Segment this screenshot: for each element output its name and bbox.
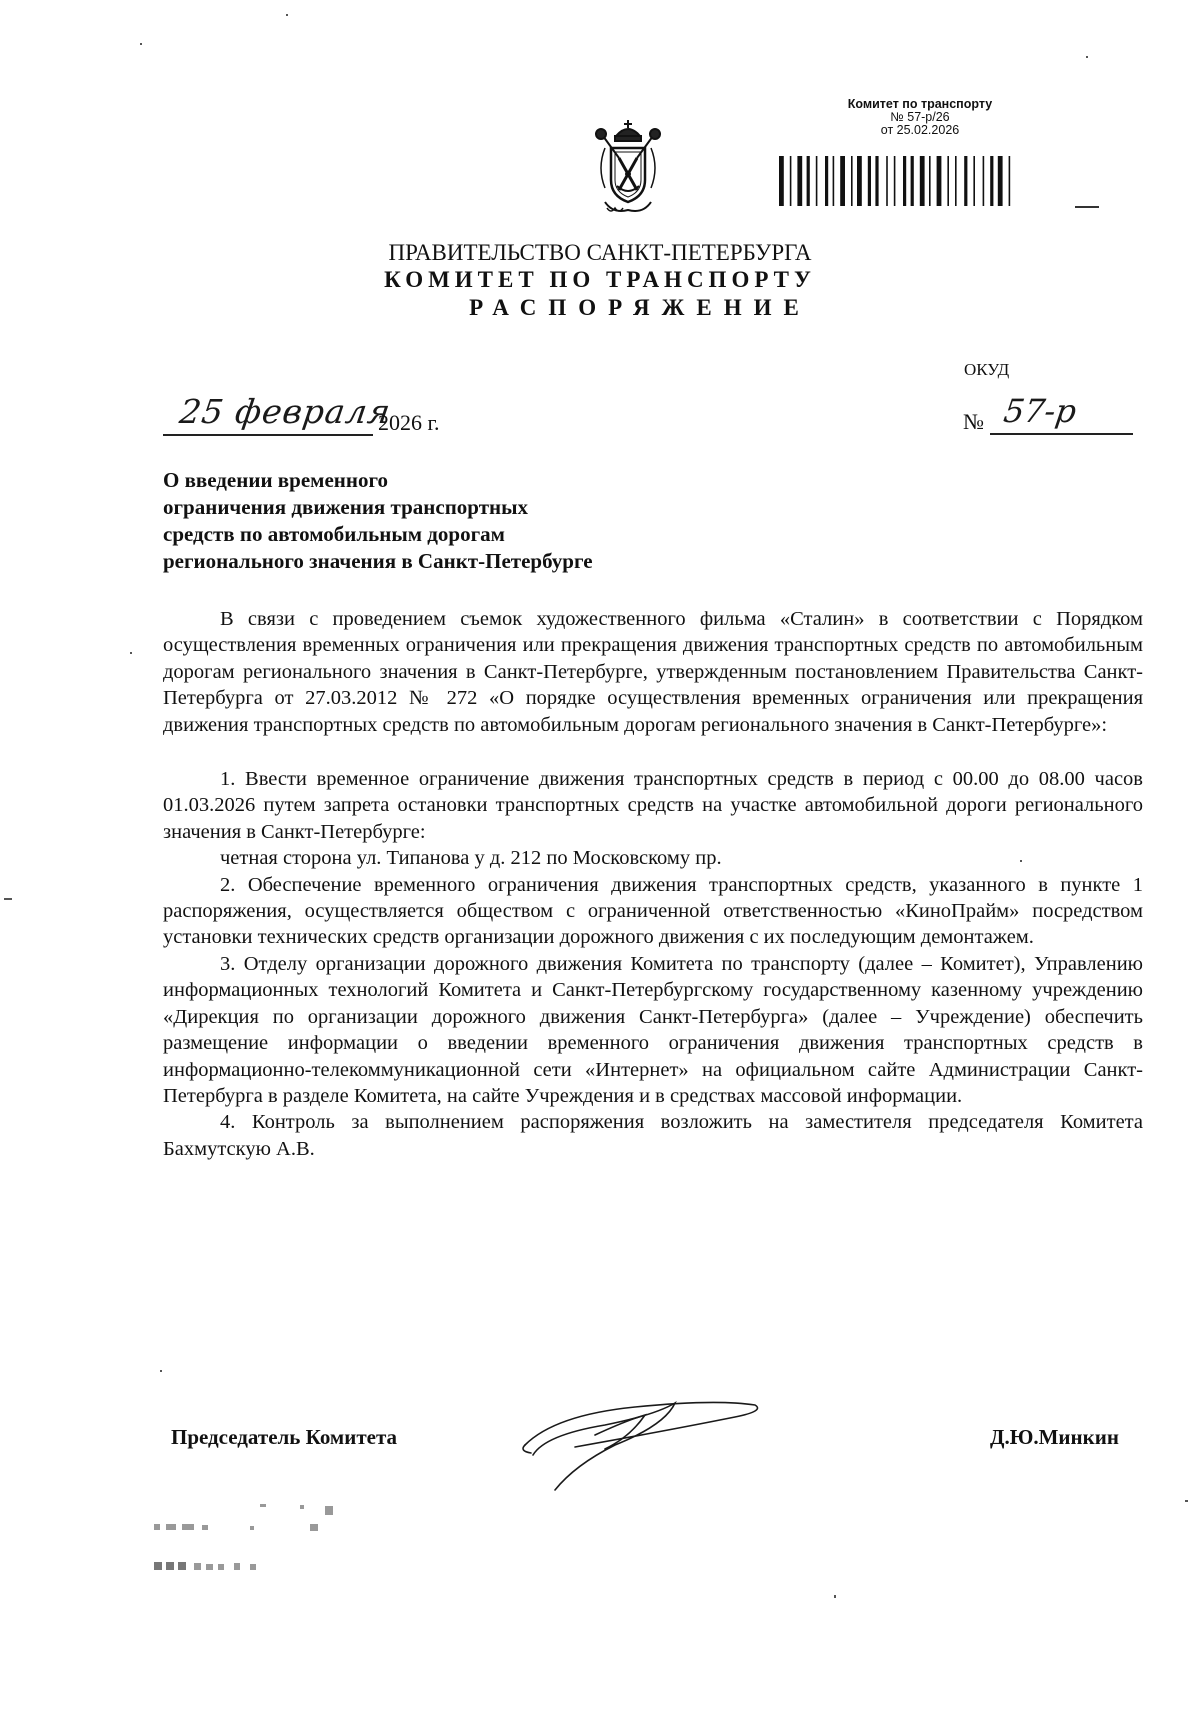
document-title: [163, 467, 723, 575]
item-1-location: четная сторона ул. Типанова у д. 212 по Московскому пр.: [220, 847, 722, 870]
item-2-paragraph: 2. Обеспечение временного ограничения движения транспортных средств, указанного в пункте 1 распоряжения, осуществляется обществом с ограниченной ответственностью «КиноПрайм» посредством установки технических средств организации дорожного движения с их последующим демонтажем.: [163, 873, 1143, 949]
date-underline: [163, 434, 373, 436]
registration-stamp: [820, 98, 1020, 137]
committee-heading: КОМИТЕТ ПО ТРАНСПОРТУ: [384, 267, 816, 292]
document-body: [163, 606, 1143, 1162]
government-heading: ПРАВИТЕЛЬСТВО САНКТ-ПЕТЕРБУРГА: [388, 240, 812, 265]
handwritten-signature: [515, 1385, 765, 1495]
number-underline: [990, 433, 1133, 435]
item-4-paragraph: 4. Контроль за выполнением распоряжения возложить на заместителя председателя Комитета Бахмутскую А.В.: [163, 1111, 1143, 1160]
stamp-reg-date: от 25.02.2026: [880, 123, 960, 137]
stamp-org: Комитет по транспорту: [847, 97, 993, 111]
signatory-position: Председатель Комитета: [171, 1425, 398, 1449]
barcode-underline: [1075, 206, 1099, 208]
coat-of-arms-icon: [583, 118, 673, 218]
okud-label: ОКУД: [964, 360, 1010, 379]
document-type-heading: РАСПОРЯЖЕНИЕ: [469, 295, 811, 320]
item-3-paragraph: 3. Отделу организации дорожного движения Комитета по транспорту (далее – Комитет), Управлению информационных технологий Комитета и Санкт-Петербургскому государственному казенному учреждению «Дирекция по организации дорожного движения Санкт-Петербурга» (далее – Учреждение) обеспечить размещение информации о введении временного ограничения движения транспортных средств в информационно-телекоммуникационной сети «Интернет» на официальном сайте Администрации Санкт-Петербурга в разделе Комитета, на сайте Учреждения и в средствах массовой информации.: [163, 952, 1143, 1107]
handwritten-number: 57-р: [1001, 392, 1079, 430]
barcode: [777, 156, 1077, 206]
faded-executor-stamp: [150, 1502, 390, 1592]
signatory-name: Д.Ю.Минкин: [990, 1425, 1119, 1449]
preamble-paragraph: В связи с проведением съемок художественного фильма «Сталин» в соответствии с Порядком осуществления временных ограничения или прекращения движения транспортных средств по автомобильным дорогам регионального значения в Санкт-Петербурге, утвержденным постановлением Правительства Санкт-Петербурга от 27.03.2012 № 272 «О порядке осуществления временных ограничения или прекращения движения транспортных средств по автомобильным дорогам регионального значения в Санкт-Петербурге»:: [163, 608, 1143, 736]
title-line: средств по автомобильным дорогам: [163, 522, 505, 546]
title-line: регионального значения в Санкт-Петербурге: [163, 549, 593, 573]
stamp-reg-number: № 57-р/26: [890, 110, 950, 124]
handwritten-date: 25 февраля: [177, 392, 394, 431]
item-1-paragraph: 1. Ввести временное ограничение движения транспортных средств в период с 00.00 до 08.00 часов 01.03.2026 путем запрета остановки транспортных средств на участке автомобильной дороги регионального значения в Санкт-Петербурге:: [163, 768, 1143, 843]
number-sign: №: [963, 409, 984, 434]
date-year: 2026 г.: [378, 410, 440, 435]
title-line: О введении временного: [163, 468, 388, 492]
title-line: ограничения движения транспортных: [163, 495, 529, 519]
